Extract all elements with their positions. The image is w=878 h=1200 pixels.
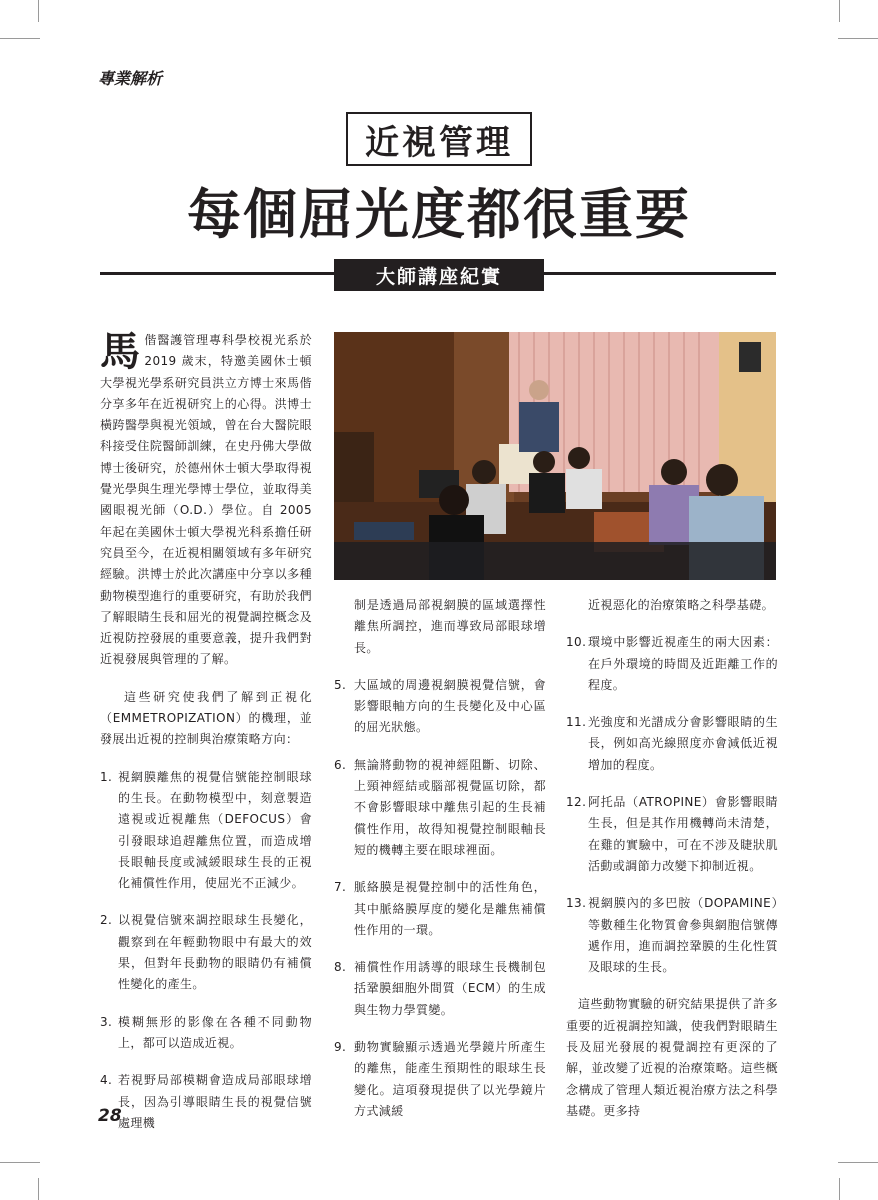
summary-paragraph: 這些研究使我們了解到正視化（EMMETROPIZATION）的機理，並發展出近視的控制與治療策略方向： [100, 689, 312, 747]
title-kicker: 近視管理 [346, 112, 532, 166]
intro-paragraph: 馬偕醫護管理專科學校視光系於 2019 歲末，特邀美國休士頓大學視光學系研究員洪立方博士來馬偕分享多年在近視研究上的心得。洪博士橫跨醫學與視光領域，曾在台大醫院眼科接受住院醫師訓練，在史丹佛大學做博士後研究，於德州休士頓大學取得視覺光學與生理光學博士學位，並取得美國眼視光師（O.D.）學位。自 2005 年起在美國休士頓大學視光科系擔任研究員至今，在近視相關領域有多年研究經驗。洪博士於此次講座中分享以多種動物模型進行的重要研究，有助於我們了解眼睛生長和屈光的視覺調控概念及近視防控發展的重要意義，提升我們對近視發展與管理的了解。 [100, 329, 312, 667]
crop-mark [839, 1178, 840, 1200]
crop-mark [38, 0, 39, 22]
list-item: 11. 光強度和光譜成分會影響眼睛的生長，例如高光線照度亦會減低近視增加的程度。 [566, 715, 778, 772]
title-banner: 大師講座紀實 [334, 259, 544, 291]
crop-mark [838, 1162, 878, 1163]
list-item: 4. 若視野局部模糊會造成局部眼球增長，因為引導眼睛生長的視覺信號處理機 [100, 1073, 312, 1130]
list-item: 5. 大區域的周邊視網膜視覺信號，會影響眼軸方向的生長變化及中心區的屈光狀態。 [334, 677, 546, 735]
crop-mark [839, 0, 840, 22]
section-tag: 專業解析 [98, 69, 163, 88]
list-item: 6. 無論將動物的視神經阻斷、切除、上頸神經結或腦部視覺區切除，都不會影響眼球中離焦引起的生長補償性作用，故得知視覺控制眼軸長短的機轉主要在眼球裡面。 [334, 757, 546, 857]
list-item: 10. 環境中影響近視產生的兩大因素：在戶外環境的時間及近距離工作的程度。 [566, 635, 778, 692]
divider-rule [100, 272, 340, 275]
continued-text: 制是透過局部視網膜的區域選擇性離焦所調控，進而導致局部眼球增長。 [354, 598, 546, 655]
page-number: 28 [98, 1106, 122, 1126]
lecture-photo [334, 332, 776, 580]
list-item: 13. 視網膜內的多巴胺（DOPAMINE）等數種生化物質會參與網胞信號傳遞作用，進而調控鞏膜的生化性質及眼球的生長。 [566, 896, 778, 975]
crop-mark [0, 38, 40, 39]
list-item: 7. 脈絡膜是視覺控制中的活性角色，其中脈絡膜厚度的變化是離焦補償性作用的一環。 [334, 880, 546, 937]
column-2 [334, 595, 546, 1138]
continued-text: 近視惡化的治療策略之科學基礎。 [588, 598, 775, 612]
divider-rule [540, 272, 776, 275]
list-item: 1. 視網膜離焦的視覺信號能控制眼球的生長。在動物模型中，刻意製造遠視或近視離焦（DEFOCUS）會引發眼球追趕離焦位置，而造成增長眼軸長度或減緩眼球生長的正視化補償性作用，使屈光不正減少。 [100, 769, 312, 891]
headline: 每個屈光度都很重要 [187, 183, 691, 246]
column-1 [100, 330, 312, 1150]
list-item: 2. 以視覺信號來調控眼球生長變化，觀察到在年輕動物眼中有最大的效果，但對年長動物的眼睛仍有補償性變化的產生。 [100, 913, 312, 992]
list-item: 3. 模糊無形的影像在各種不同動物上，都可以造成近視。 [100, 1014, 312, 1050]
list-item: 12. 阿托品（ATROPINE）會影響眼睛生長，但是其作用機轉尚未清楚，在雞的實驗中，可在不涉及睫狀肌活動或調節力改變下抑制近視。 [566, 795, 778, 873]
closing-paragraph: 這些動物實驗的研究結果提供了許多重要的近視調控知識，使我們對眼睛生長及屈光發展的視覺調控有更深的了解，並改變了近視的治療策略。這些概念構成了管理人類近視治療方法之科學基礎。更多持 [566, 997, 778, 1118]
crop-mark [838, 38, 878, 39]
list-item: 9. 動物實驗顯示透過光學鏡片所產生的離焦，能產生預期性的眼球生長變化。這項發現提供了以光學鏡片方式減緩 [334, 1040, 546, 1118]
list-item: 8. 補償性作用誘導的眼球生長機制包括鞏膜細胞外間質（ECM）的生成與生物力學質變。 [334, 960, 546, 1017]
crop-mark [0, 1162, 40, 1163]
column-3 [566, 595, 778, 1138]
drop-cap: 馬 [100, 329, 141, 375]
crop-mark [38, 1178, 39, 1200]
